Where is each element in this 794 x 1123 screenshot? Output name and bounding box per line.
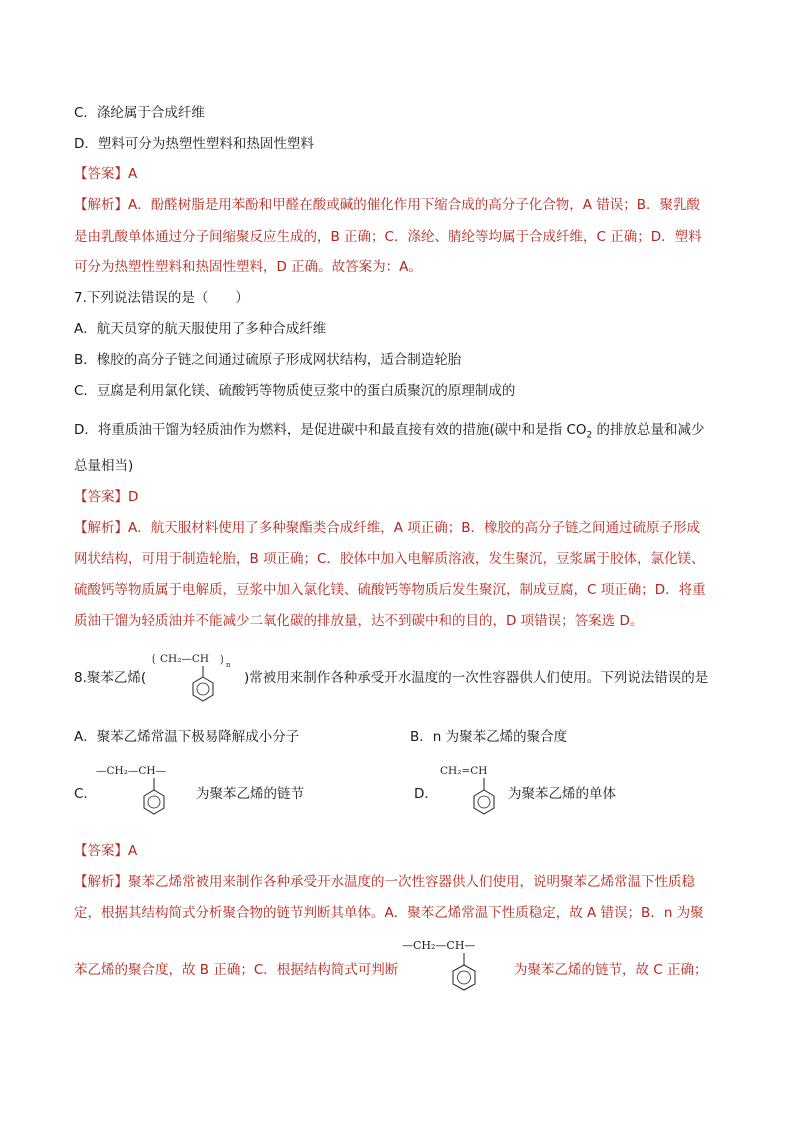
option-6d: D．塑料可分为热塑性塑料和热固性塑料 [74,136,314,152]
svg-text:⟯: ⟯ [220,653,224,665]
explanation-7-line2: 网状结构，可用于制造轮胎，B 项正确；C．胶体中加入电解质溶液，发生聚沉，豆浆属于胶体，氯化镁、 [74,551,705,567]
option-8a: A．聚苯乙烯常温下极易降解成小分子 [74,729,300,745]
explanation-tag: 【解析】 [74,197,128,213]
explanation-7-line1: 【解析】A．航天服材料使用了多种聚酯类合成纤维，A 项正确；B．橡胶的高分子链之间通过硫原子形成 [74,520,701,536]
svg-text:⟮: ⟮ [152,653,156,665]
explanation-6-line1: 【解析】A．酚醛树脂是用苯酚和甲醛在酸或碱的催化作用下缩合成的高分子化合物，A 错误；B．聚乳酸 [74,197,701,213]
option-8b: B．n 为聚苯乙烯的聚合度 [410,729,568,745]
explanation-tag: 【解析】 [74,874,128,890]
option-8d-label: D． [414,786,438,802]
degree-n: n [226,661,231,669]
polymer-formula: CH₂—CH [160,653,210,665]
answer-7 [74,487,138,507]
option-8c-label: C． [74,786,97,802]
option-8c-text: 为聚苯乙烯的链节 [196,786,304,802]
explanation-7-line4: 质油干馏为轻质油并不能减少二氧化碳的排放量，达不到碳中和的目的，D 项错误；答案选 D。 [74,613,644,629]
chain-unit-formula: —CH₂—CH— [96,765,167,777]
monomer-formula: CH₂=CH [440,765,488,777]
explanation-6-line2: 是由乳酸单体通过分子间缩聚反应生成的，B 正确；C．涤纶、腈纶等均属于合成纤维，C 正确；D．塑料 [74,229,702,245]
option-7b: B．橡胶的高分子链之间通过硫原子形成网状结构，适合制造轮胎 [74,352,462,368]
answer-tag: 【答案】 [74,489,128,505]
explanation-8-line3a: 苯乙烯的聚合度，故 B 正确；C．根据结构简式可判断 [74,962,399,978]
explanation-8-line2: 定，根据其结构简式分析聚合物的链节判断其单体。A．聚苯乙烯常温下性质稳定，故 A 错误；B．n 为聚 [74,905,704,921]
question-8-prefix: 8.聚苯乙烯( [74,670,147,686]
answer-value: D [128,489,139,505]
answer-6 [74,164,137,184]
option-7a: A．航天员穿的航天服使用了多种合成纤维 [74,321,327,337]
option-6c: C．涤纶属于合成纤维 [74,105,205,121]
answer-tag: 【答案】 [74,166,128,182]
answer-value: A [128,166,138,182]
option-7c: C．豆腐是利用氯化镁、硫酸钙等物质使豆浆中的蛋白质聚沉的原理制成的 [74,383,516,399]
chain-unit-structure-explanation [398,934,510,1000]
monomer-structure [436,760,508,824]
chain-unit-formula: —CH₂—CH— [402,939,476,952]
explanation-6-line3: 可分为热塑性塑料和热固性塑料，D 正确。故答案为：A。 [74,259,422,275]
polystyrene-structure [146,648,242,710]
question-7: 7.下列说法错误的是（ ） [74,290,249,306]
option-8d-text: 为聚苯乙烯的单体 [508,786,616,802]
explanation-7-line3: 硫酸钙等物质属于电解质，豆浆中加入氯化镁、硫酸钙等物质后发生聚沉，制成豆腐，C 项正确；D．将重 [74,582,706,598]
answer-tag: 【答案】 [74,843,128,859]
chain-unit-structure [92,760,196,824]
option-7d-line1: D．将重质油干馏为轻质油作为燃料，是促进碳中和最直接有效的措施(碳中和是指 $CO_2$ 的排放总量和减少 [74,422,705,441]
answer-value: A [128,843,138,859]
explanation-8-line1: 【解析】聚苯乙烯常被用来制作各种承受开水温度的一次性容器供人们使用，说明聚苯乙烯常温下性质稳 [74,874,695,890]
answer-8 [74,841,137,861]
explanation-tag: 【解析】 [74,520,128,536]
question-8-suffix: )常被用来制作各种承受开水温度的一次性容器供人们使用。下列说法错误的是 [244,670,709,686]
option-7d-line2: 总量相当) [74,458,134,474]
explanation-8-line3b: 为聚苯乙烯的链节，故 C 正确； [514,962,708,978]
